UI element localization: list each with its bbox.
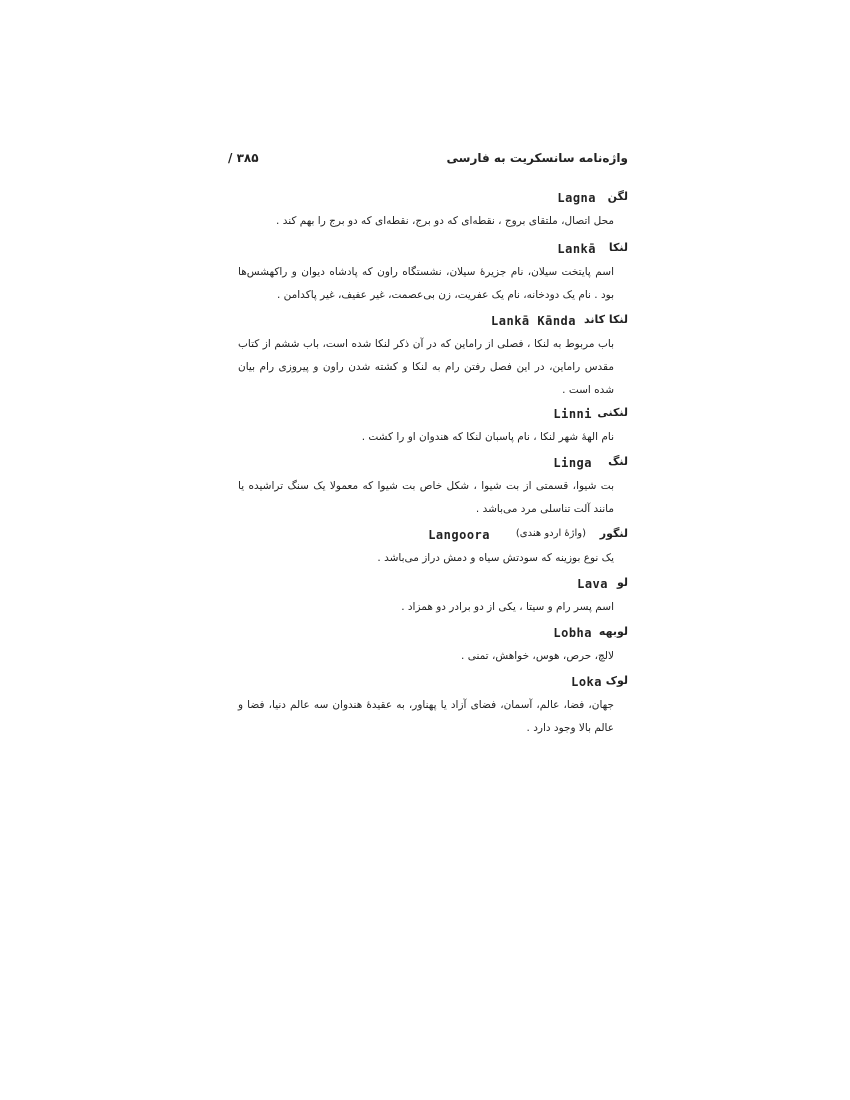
entry-latin-term: Linni xyxy=(553,407,592,421)
entry-persian-term: لنکا xyxy=(608,241,628,254)
entry-latin-term: Lankā Kānda xyxy=(491,314,576,328)
entry-latin-term: Lobha xyxy=(553,626,592,640)
entry-definition: محل اتصال، ملتقای بروج ، نقطه‌ای که دو برج، نقطه‌ای که دو برج را بهم کند . xyxy=(276,215,614,227)
entry-persian-term: لوبهه xyxy=(598,625,628,638)
entry-latin-term: Langoora xyxy=(428,528,490,542)
entry-head xyxy=(228,313,628,335)
glossary-entry xyxy=(228,576,628,619)
entry-head xyxy=(228,527,628,549)
glossary-entry xyxy=(228,190,628,233)
entry-persian-term: لگن xyxy=(607,190,628,203)
glossary-entry xyxy=(228,625,628,668)
entry-head xyxy=(228,455,628,477)
glossary-entry xyxy=(228,527,628,570)
entry-latin-term: Lava xyxy=(577,577,608,591)
entry-head xyxy=(228,576,628,598)
glossary-entry xyxy=(228,674,628,740)
glossary-entries xyxy=(228,190,628,748)
entry-latin-term: Loka xyxy=(571,675,602,689)
glossary-entry xyxy=(228,313,628,402)
entry-head xyxy=(228,406,628,428)
glossary-entry xyxy=(228,241,628,307)
page-header xyxy=(228,151,628,173)
entry-persian-term: لنگور xyxy=(599,527,628,540)
glossary-entry xyxy=(228,455,628,521)
entry-definition: جهان، فضا، عالم، آسمان، فضای آزاد یا پهناور، به عقیدهٔ هندوان سه عالم دنیا، فضا و عالم بالا وجود دارد . xyxy=(238,699,614,734)
entry-definition: یک نوع بوزینه که سودتش سیاه و دمش دراز می‌باشد . xyxy=(377,552,614,564)
page-number: ۳۸۵ / xyxy=(228,151,259,165)
entry-definition: لالچ، حرص، هوس، خواهش، تمنی . xyxy=(461,650,614,662)
running-title: واژه‌نامه سانسکریت به فارسی xyxy=(446,151,628,165)
entry-head xyxy=(228,625,628,647)
entry-head xyxy=(228,190,628,212)
entry-head xyxy=(228,241,628,263)
entry-definition: اسم پسر رام و سیتا ، یکی از دو برادر دو همزاد . xyxy=(401,601,614,613)
entry-note: (واژهٔ اردو هندی) xyxy=(515,528,586,539)
entry-definition: باب مربوط به لنکا ، فصلی از راماین که در آن ذکر لنکا شده است، باب ششم از کتاب مقدس راماین، در این فصل رفتن رام به لنکا و کشته شدن راون و پیروزی رام بیان شده است . xyxy=(238,338,614,396)
entry-latin-term: Linga xyxy=(553,456,592,470)
entry-persian-term: لنکا کاند xyxy=(584,313,628,326)
entry-definition: اسم پایتخت سیلان، نام جزیرهٔ سیلان، نشستگاه راون که پادشاه دیوان و راکهشس‌ها بود . نام یک دودخانه، نام یک عفریت، زن بی‌عصمت، غیر عفیف، غیر پاکدامن . xyxy=(238,266,614,301)
entry-persian-term: لنکنی xyxy=(597,406,628,419)
entry-definition: بت شیوا، قسمتی از بت شیوا ، شکل خاص بت شیوا که معمولا یک سنگ تراشیده یا مانند آلت تناسلی مرد می‌باشد . xyxy=(238,480,614,515)
entry-latin-term: Lagna xyxy=(557,191,596,205)
entry-head xyxy=(228,674,628,696)
entry-latin-term: Lankā xyxy=(557,242,596,256)
entry-persian-term: لنگ xyxy=(608,455,628,468)
entry-definition: نام الههٔ شهر لنکا ، نام پاسبان لنکا که هندوان او را کشت . xyxy=(361,431,614,443)
entry-persian-term: لوک xyxy=(605,674,628,687)
glossary-entry xyxy=(228,406,628,449)
entry-persian-term: لو xyxy=(616,576,628,589)
